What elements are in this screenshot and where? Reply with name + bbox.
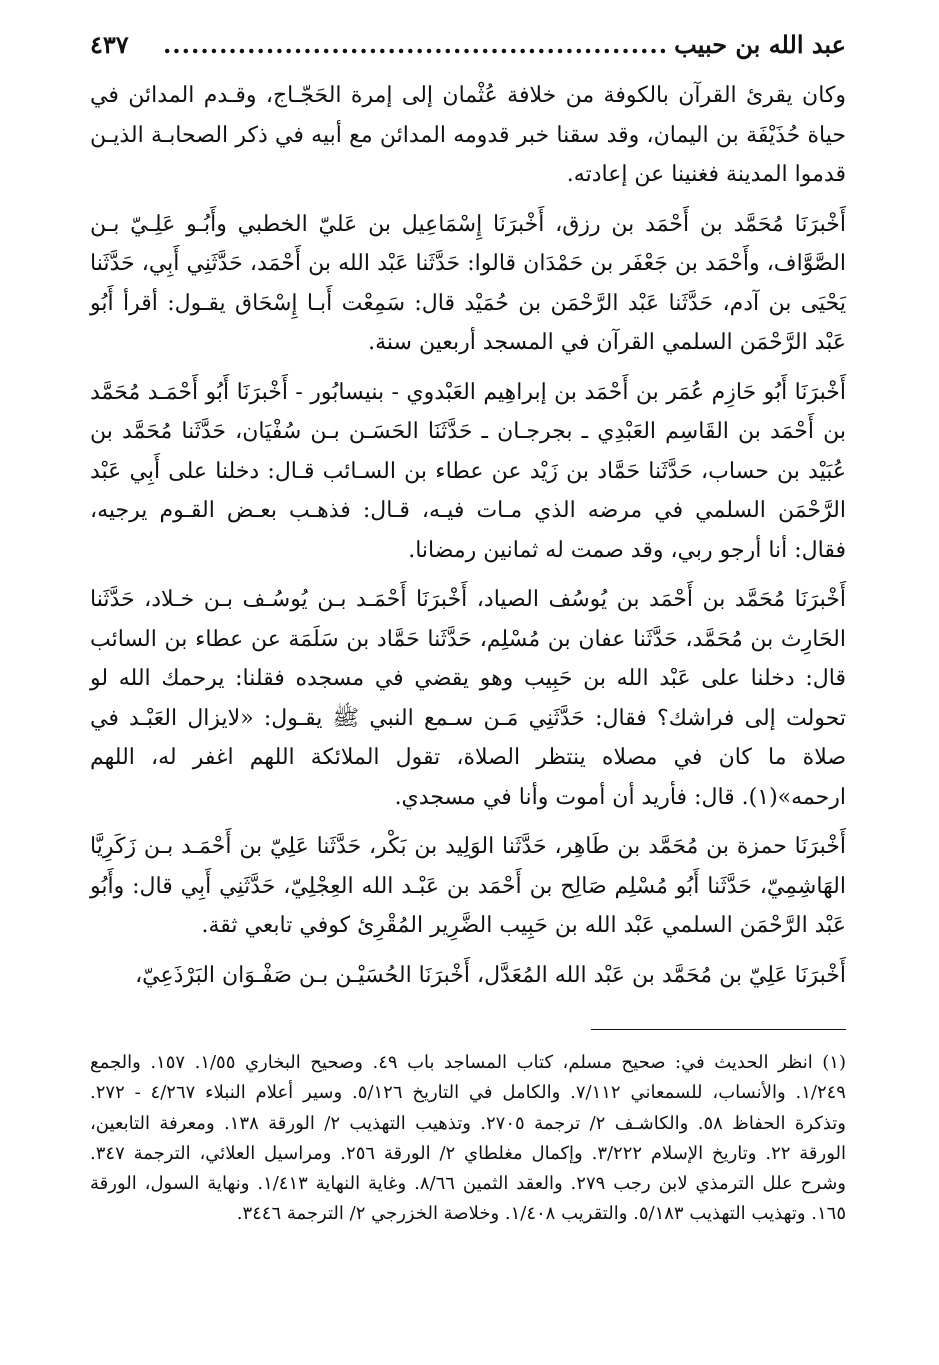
- footnote: (١) انظر الحديث في: صحيح مسلم، كتاب المساجد باب ٤٩. وصحيح البخاري ١/٥٥. ١٥٧. والجمع ١/٢٤٩. والأنساب، للسمعاني ٧/١١٢. والكامل في التاريخ ٥/١٢٦. وسير أعلام النبلاء ٤/٢٦٧ - ٢٧٢. وتذكرة الحفاظ ٥٨. والكاشـف ٢/ ترجمة ٢٧٠٥. وتذهيب التهذيب ٢/ الورقة ١٣٨. ومعرفة التابعين، الورقة ٢٢. وتاريخ الإسلام ٣/٢٢٢. وإكمال مغلطاي ٢/ الورقة ٢٥٦. ومراسيل العلائي، الترجمة ٣٤٧. وشرح علل الترمذي لابن رجب ٢٧٩. والعقد الثمين ٨/٦٦. وغاية النهاية ١/٤١٣. ونهاية السول، الورقة ١٦٥. وتهذيب التهذيب ٥/١٨٣. والتقريب ١/٤٠٨. وخلاصة الخزرجي ٢/ الترجمة ٣٤٤٦.: [90, 1052, 846, 1225]
- paragraph: أَخْبرَنَا مُحَمَّد بن أَحْمَد بن يُوسُف الصياد، أَخْبرَنَا أَحْمَـد بـن يُوسُـف بـن خـلاد، حَدَّثَنا الحَارِث بن مُحَمَّد، حَدَّثَنا عفان بن مُسْلِم، حَدَّثَنا حَمَّاد بن سَلَمَة عن عطاء بن السائب قال: دخلنا على عَبْد الله بن حَبِيب وهو يقضي في مسجده فقلنا: يرحمك الله لو تحولت إلى فراشك؟ فقال: حَدَّثَنِي مَـن سـمع النبي ﷺ يقـول: «لايزال العَبْـد في صلاة ما كان في مصلاه ينتظر الصلاة، تقول الملائكة اللهم اغفر له، اللهم ارحمه»(١). قال: فأريد أن أموت وأنا في مسجدي.: [90, 587, 846, 810]
- footnote-separator: [591, 1029, 846, 1030]
- footnote-separator-wrap: [90, 1005, 846, 1048]
- paragraph: أَخْبرَنَا أَبُو حَازِم عُمَر بن أَحْمَد بن إبراهِيم العَبْدوي - بنيسابُور - أَخْبرَنَا أَبُو أَحْمَـد مُحَمَّد بن أَحْمَد بن القَاسِم العَبْدِي ـ بجرجـان ـ حَدَّثَنَا الحَسَـن بـن سُفْيَان، حَدَّثَنا مُحَمَّد بن عُبَيْد بن حساب، حَدَّثَنا حَمَّاد بن زَيْد عن عطاء بن السـائب قـال: دخلنا على أَبِي عَبْد الرَّحْمَن السلمي في مرضه الذي مـات فيـه، قـال: فذهـب بعـض القـوم يرجيه، فقال: أنا أرجو ربي، وقد صمت له ثمانين رمضانا.: [90, 379, 846, 563]
- page-number: ٤٣٧: [90, 30, 129, 59]
- paragraph: أَخْبرَنَا مُحَمَّد بن أَحْمَد بن رزق، أَخْبرَنَا إِسْمَاعِيل بن عَليّ الخطبي وأَبُـو عَلِـيّ بـن الصَّوَّاف، وأَحْمَد بن جَعْفَر بن حَمْدَان قالوا: حَدَّثَنا عَبْد الله بن أَحْمَد، حَدَّثَنِي أَبِي، حَدَّثَنا يَحْيَى بن آدم، حَدَّثَنا عَبْد الرَّحْمَن بن حُمَيْد قال: سَمِعْت أَبـا إِسْحَاق يقـول: أقرأ أَبُو عَبْد الرَّحْمَن السلمي القرآن في المسجد أربعين سنة.: [90, 211, 846, 355]
- page-header: [90, 30, 846, 76]
- paragraph: وكان يقرئ القرآن بالكوفة من خلافة عُثْمان إلى إمرة الحَجّـاج، وقـدم المدائن في حياة حُذَيْفَة بن اليمان، وقد سقنا خبر قدومه المدائن مع أبيه في ذكر الصحابـة الذيـن قدموا المدينة فغنينا عن إعادته.: [90, 83, 846, 187]
- footnotes: [90, 1048, 846, 1230]
- header-dot-leader: ......................................................: [162, 30, 669, 59]
- paragraph: أَخْبرَنَا حمزة بن مُحَمَّد بن طَاهِر، حَدَّثَنا الوَلِيد بن بَكْر، حَدَّثَنا عَلِيّ بن أَحْمَـد بـن زَكَرِيَّا الهَاشِمِيّ، حَدَّثَنا أَبُو مُسْلِم صَالِح بن أَحْمَد بن عَبْـد الله العِجْلِيّ، حَدَّثَنِي أَبِي قال: وأَبُو عَبْد الرَّحْمَن السلمي عَبْد الله بن حَبِيب الضَّرِير المُقْرِئ كوفي تابعي ثقة.: [90, 834, 846, 938]
- paragraph: أَخْبرَنَا عَلِيّ بن مُحَمَّد بن عَبْد الله المُعَدَّل، أَخْبرَنَا الحُسَيْـن بـن صَفْـوَان البَرْذَعِيّ،: [135, 962, 846, 988]
- running-title: عبد الله بن حبيب: [674, 30, 846, 59]
- main-text: [90, 76, 846, 995]
- book-page: [90, 30, 846, 1240]
